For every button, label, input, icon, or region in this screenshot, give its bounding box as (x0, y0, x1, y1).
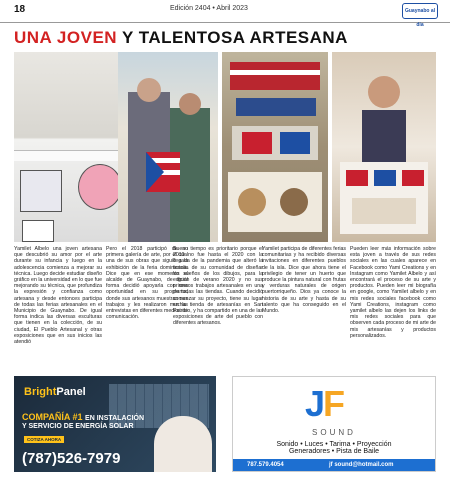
solar-ad[interactable] (14, 376, 216, 472)
sound-name: SOUND (312, 428, 356, 437)
photo-display-wall (14, 52, 132, 242)
article-column: Yamilet participa de diferentes ferias comunitarias y ha recibido diversas invitaciones en diferentes pueblos de la isla. Dice que ahora tiene el privilegio de tener un huerto que produce la pintura natural con frutas y verduras naturales de origen puertorriqueño. Dios ya conoce la historia de su arte y hasta de su talento que ha conseguido en el Mundo. (262, 246, 346, 315)
photo-artisan-crafts-table (222, 52, 328, 242)
edition-label: Edición 2404 • Abril 2023 (170, 5, 248, 12)
services-line: Sonido • Luces • Tarima • Proyección (276, 441, 392, 448)
page-number: 18 (14, 4, 26, 15)
photo-crafts (222, 52, 328, 242)
headline-prefix: COMPAÑÍA #1 (22, 412, 83, 422)
sound-ad[interactable] (232, 376, 436, 472)
jf-sound-logo (305, 383, 343, 425)
photo-artisan-booth (332, 52, 436, 242)
article-column: Pueden leer más información sobre esta joven a través de sus redes sociales en las cuales aparece en Facebook como Yami Creations y en Instagram como Yamilet Albelo y así encontrará el proceso de su arte y productos. Pueden leer mi biografía en google, como Yamilet albelo y en mis redes sociales facebook como Yami Creations, instagram como yamilet albelo las dejen los links de mis redes sociales para que observen cada proceso de mi arte de mis artesanías y productos personalizados. (350, 246, 436, 339)
sound-email[interactable]: jf sound@hotmail.com (329, 462, 394, 468)
photo-artisan-with-official (118, 52, 218, 242)
title-rest: Y TALENTOSA ARTESANA (121, 28, 348, 47)
technician-photo (154, 416, 212, 472)
solar-brand-logo (24, 386, 86, 398)
article-title (14, 28, 348, 48)
price-tag (22, 220, 54, 242)
photo-booth (332, 52, 436, 242)
publication-logo: Guaynabo al día (402, 3, 438, 19)
brand-part: Panel (56, 386, 86, 398)
page-header (0, 0, 450, 28)
quote-badge[interactable]: COTIZA AHORA (24, 436, 64, 443)
article-column: Bueno tiempo es prioritario porque el 2019 no fue hasta el 2020 con la llegada de la pandemia que alteró la tertulia de su comunidad de diseñar los sueños de los dibujos, para la edición de verano 2020 y no sus primeros trabajos artesanales en una de todas las tiendas. Cuando decidió comenzar su proyecto, tiene su lugar en la tienda de artesanías en San Patricio, y ha compartido en una de las exposiciones de arte del pueblo con diferentes artesanos. (173, 246, 263, 327)
sound-phone[interactable]: 787.579.4054 (247, 462, 284, 468)
sound-services (233, 441, 435, 455)
brand-part: Bright (24, 386, 57, 398)
services-line: Generadores • Pista de Baile (288, 448, 379, 455)
artwork-frame (78, 164, 122, 210)
article-column: Pero el 2018 participó de su primera galería de arte, por el cual una de sus obras que siguió a la exhibición de la feria dominicana. Dice que en ese momento el alcalde de Guaynabo, de igual forma decidió apoyarla con una oportunidad en su programa, donde sus artesanos muestran sus trabajos y les realizaron muchas entrevistas en diferentes medios de comunicación. (106, 246, 188, 321)
logo-letter: J (305, 383, 324, 424)
headline-suffix: EN INSTALACIÓN (85, 415, 145, 422)
article-column: Yamilet Albelo una joven artesana que descubrió su amor por el arte durante su infancia y luego en la adolescencia comienza a mejorar su técnica. Luego decide estudiar diseño gráfico en la universidad en lo que fue mejorando su técnica, que profundiza la expresión y confianza como artesana y desde entonces participa de todas las ferias artesanales en el Municipio de Guaynabo. De igual forma indica las diversas esculturas que tienen en la colección, de su ciudad, El Pueblo Artesanal y otras exposiciones que en sus inicios las atendió (14, 246, 102, 346)
photo-people (118, 52, 218, 242)
title-highlight: UNA JOVEN (14, 28, 118, 47)
logo-letter: F (323, 383, 344, 424)
solar-headline (22, 412, 144, 422)
sound-contact-bar (233, 459, 435, 471)
shelf (14, 150, 132, 161)
solar-subheadline: Y SERVICIO DE ENERGÍA SOLAR (22, 423, 134, 430)
artwork-frame (20, 170, 62, 212)
solar-phone[interactable]: (787)526-7979 (22, 450, 121, 467)
